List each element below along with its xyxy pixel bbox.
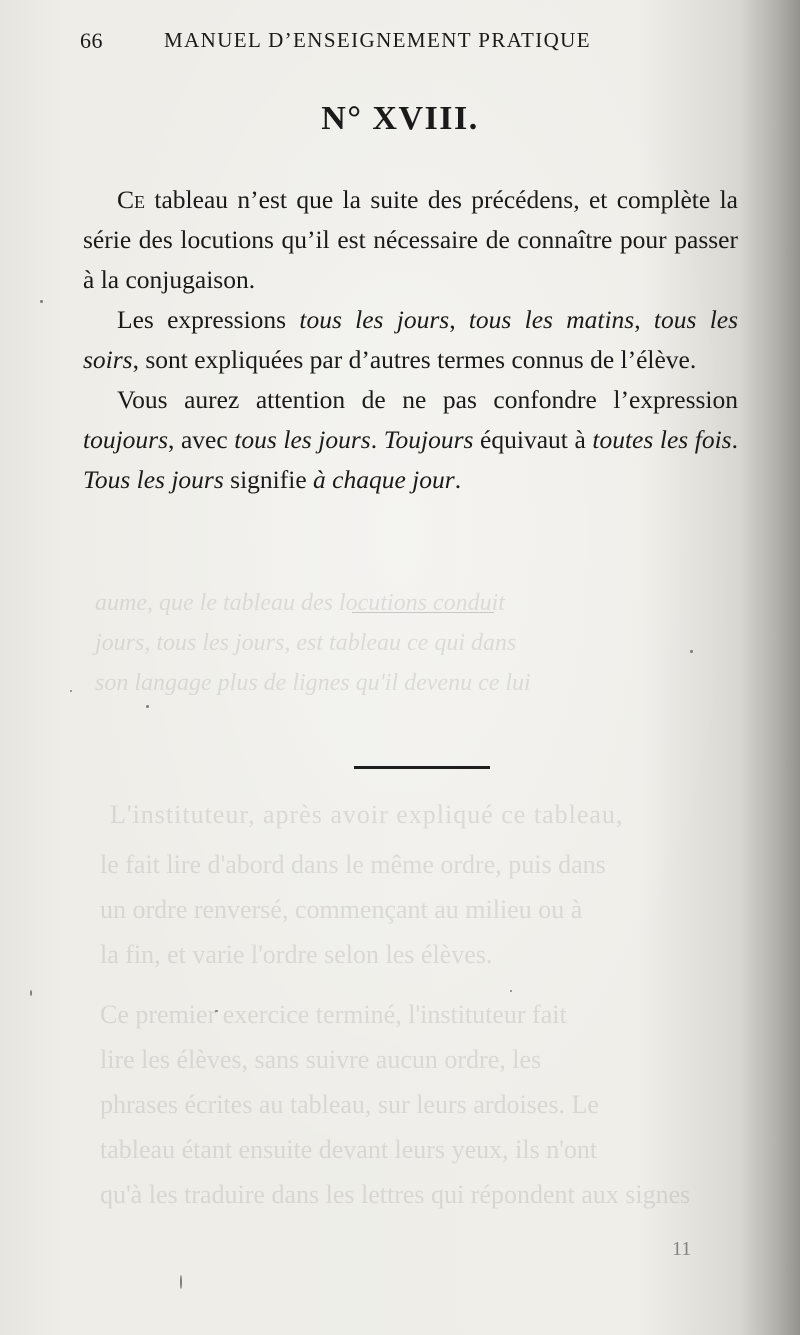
bleed-through-text: un ordre renversé, commençant au milieu ou à [100,895,583,924]
bleed-through-text: son langage plus de lignes qu'il devenu ce lui [95,670,531,696]
bleed-through-text: Ce premier exercice terminé, l'instituteur fait [100,1000,567,1029]
text-run: signifie [223,465,314,494]
page-header [80,20,700,56]
paragraph-1 [83,180,738,300]
text-run: . [731,425,738,454]
paper-speck [40,300,43,303]
text-run: , [634,305,654,334]
page-edge-shadow [740,0,800,1335]
body-text [83,180,738,500]
bleed-through-text: la fin, et varie l'ordre selon les élèves. [100,940,493,969]
paper-speck [146,705,149,708]
text-run: Vous aurez attention de ne pas confondre l’expression [117,385,738,414]
paper-speck [180,1275,182,1289]
text-run: . [454,465,462,494]
bleed-through-text: phrases écrites au tableau, sur leurs ardoises. Le [100,1090,599,1119]
faint-rule [352,612,494,613]
paper-speck [510,990,512,992]
text-run: Les expressions [117,305,300,334]
section-divider-rule [354,766,490,769]
text-run: équivaut à [473,425,593,454]
bleed-through-text: le fait lire d'abord dans le même ordre, puis dans [100,850,606,879]
italic-run: toutes les fois [592,425,732,454]
italic-run: Toujours [383,425,474,454]
italic-run: Tous les jours [83,465,224,494]
bleed-through-text: qu'à les traduire dans les lettres qui répondent aux signes [100,1180,691,1209]
paragraph-3 [83,380,738,500]
italic-run: toujours [83,425,169,454]
page-number: 66 [80,28,103,53]
text-run: . [370,425,384,454]
paragraph-2 [83,300,738,380]
italic-run: tous les matins [468,305,635,334]
paper-speck [30,990,32,996]
bleed-through-text: jours, tous les jours, est tableau ce qui dans [95,630,517,656]
italic-run: tous les jours [234,425,371,454]
bleed-through-text: L'instituteur, après avoir expliqué ce tableau, [110,800,624,829]
text-run: , [449,305,469,334]
section-heading: N° XVIII. [321,100,479,137]
bleed-through-text: tableau étant ensuite devant leurs yeux, ils n'ont [100,1135,598,1164]
text-run: , sont expliquées par d’autres termes connus de l’élève. [132,345,697,374]
text-run: , avec [168,425,235,454]
italic-run: à chaque jour [313,465,455,494]
italic-run: tous les soirs [83,305,739,374]
small-caps-word: Ce [117,185,146,214]
bleed-through-text: aume, que le tableau des locutions conduit [95,590,505,616]
signature-mark: 11 [672,1238,692,1260]
paper-speck [215,1010,218,1012]
paper-speck [690,650,693,653]
bleed-through-text: lire les élèves, sans suivre aucun ordre, les [100,1045,542,1074]
paper-speck [70,690,72,692]
paragraph-1-text: tableau n’est que la suite des précédens, et complète la série des locutions qu’il est nécessaire de connaître pour passer à la conjugaison. [83,185,738,294]
italic-run: tous les jours [299,305,450,334]
running-head: MANUEL D’ENSEIGNEMENT PRATIQUE [164,28,591,52]
